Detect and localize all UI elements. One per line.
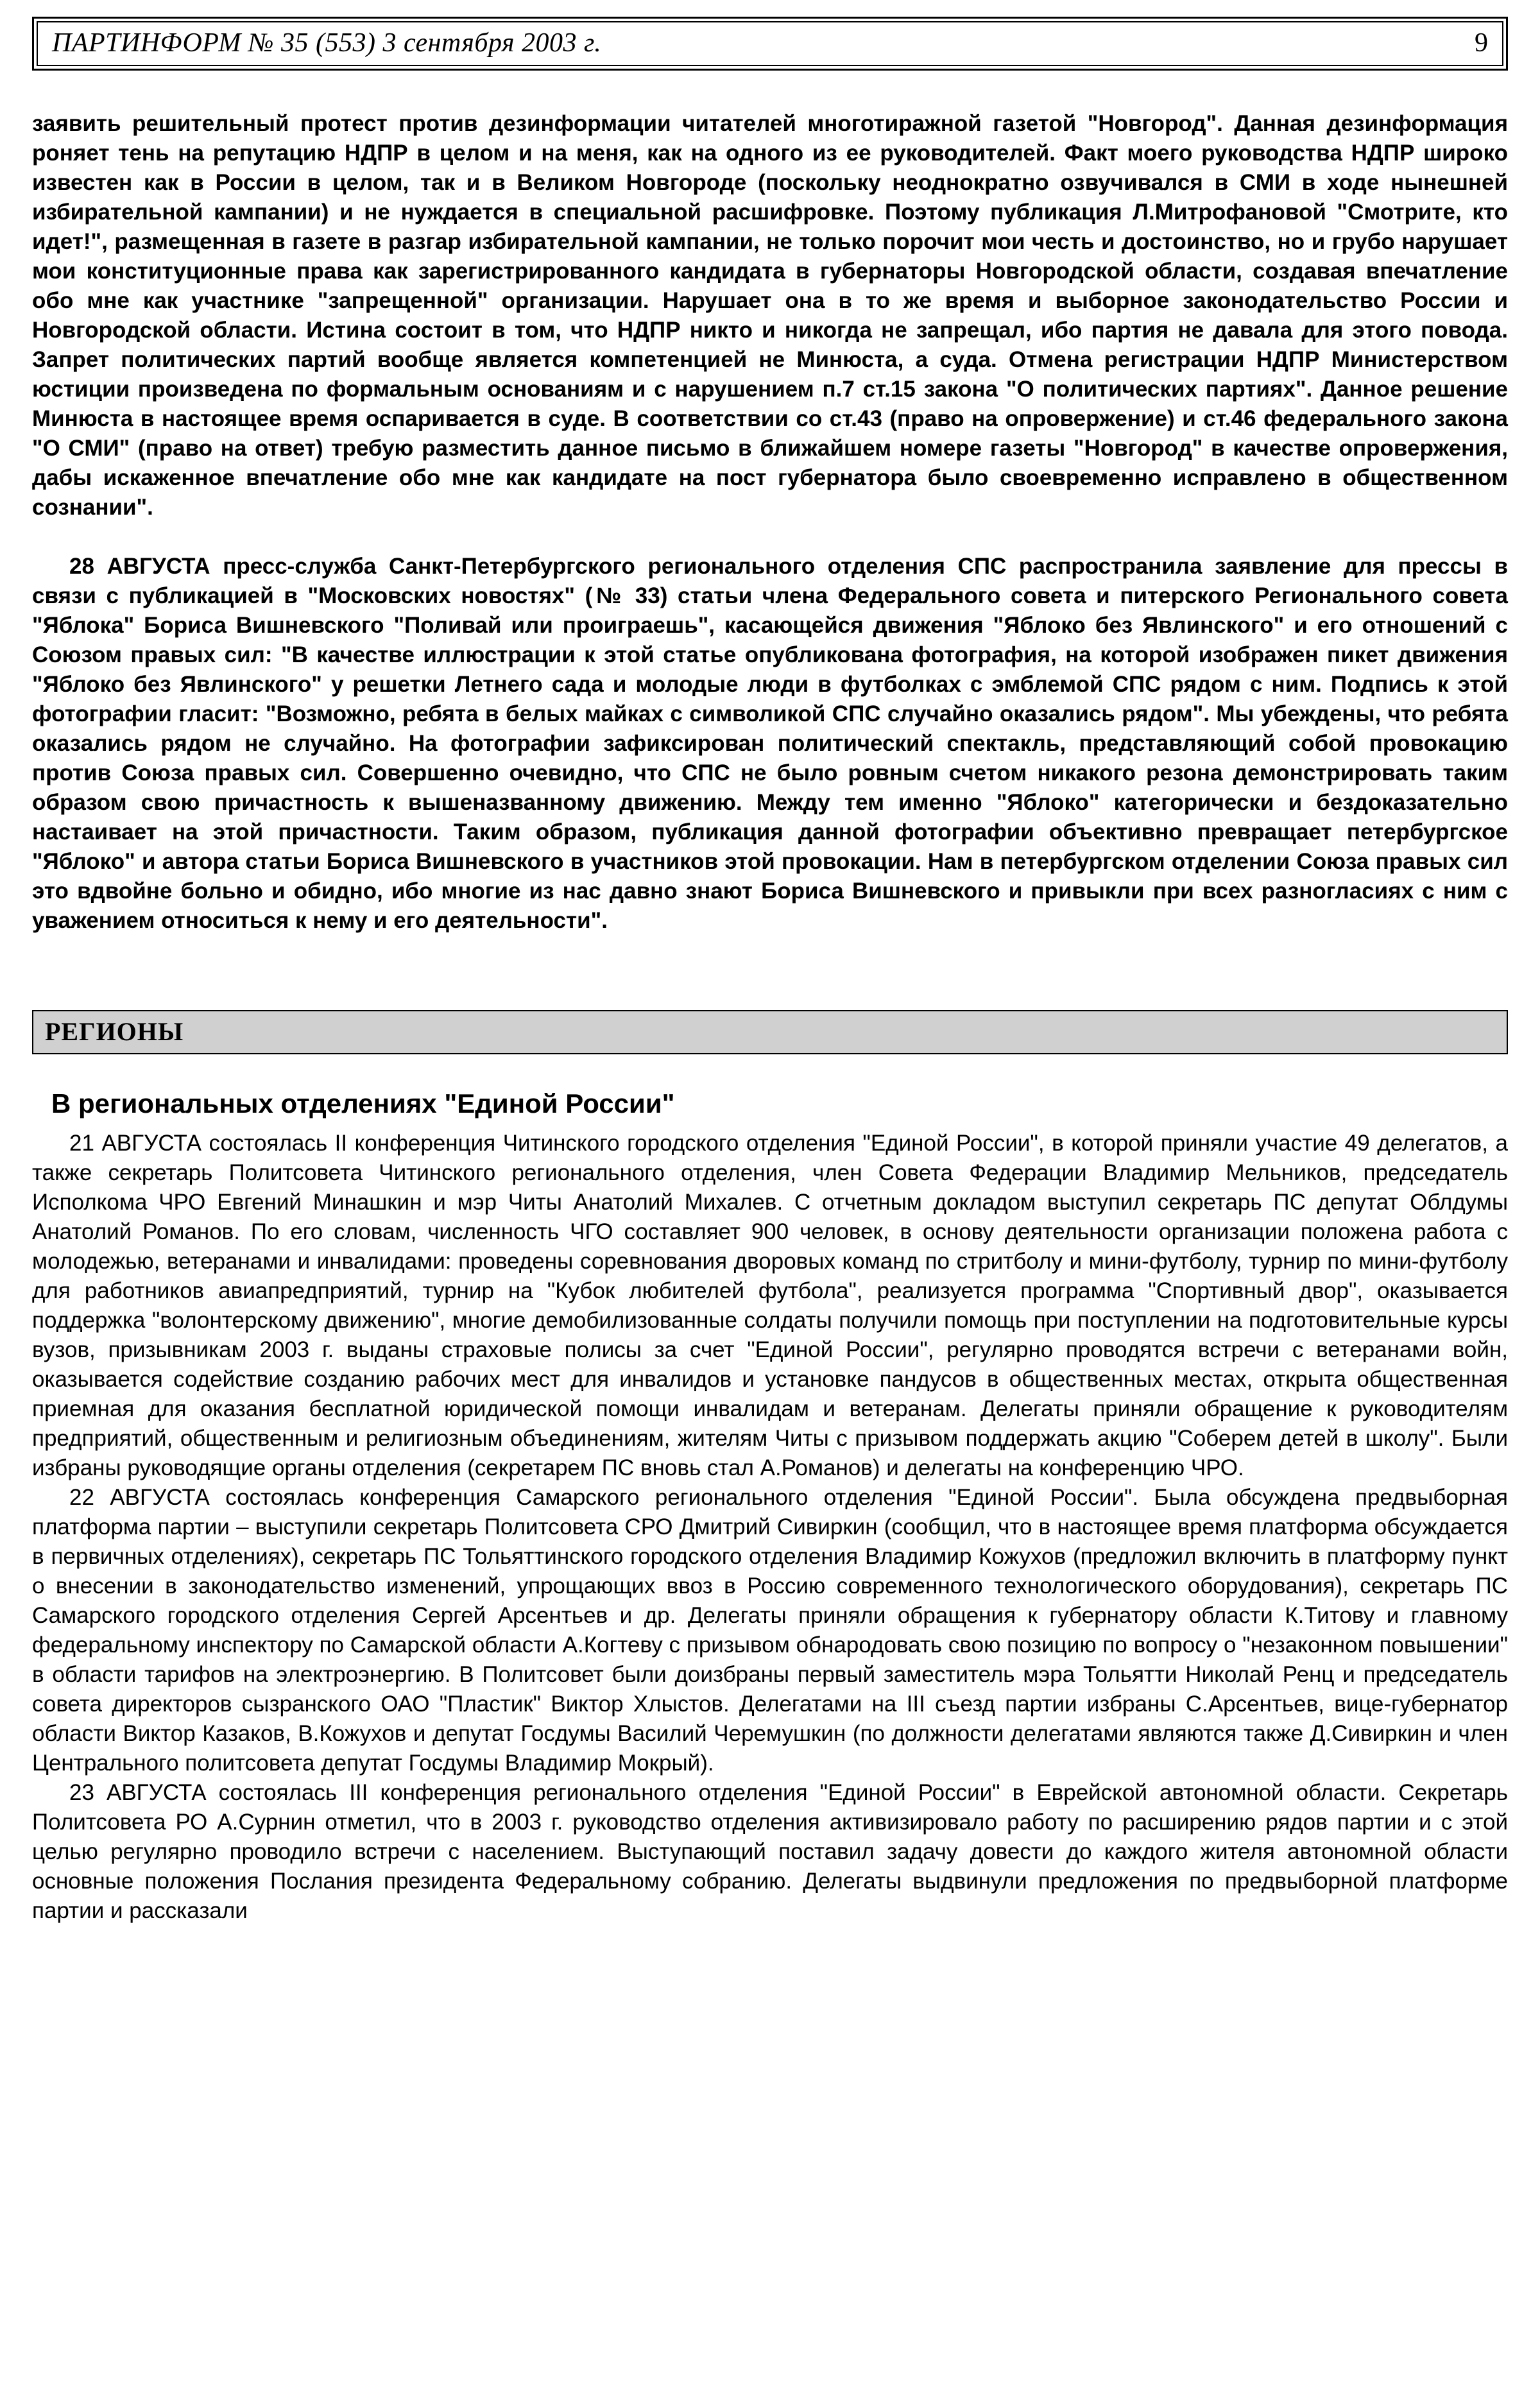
paragraph-samara-conference: 22 АВГУСТА состоялась конференция Самарского регионального отделения "Единой России". Была обсуждена предвыборная платформа партии – выступили секретарь Политсовета СРО Дмитрий Сивиркин (сообщил, что в настоящее время платформа обсуждается в первичных отделениях), секретарь ПС Тольяттинского городского отделения Владимир Кожухов (предложил включить в платформу пункт о внесении в законодательство изменений, упрощающих ввоз в Россию современного технологического оборудования), секретарь ПС Самарского городского отделения Сергей Арсентьев и др. Делегаты приняли обращения к губернатору области К.Титову и главному федеральному инспектору по Самарской области А.Когтеву с призывом обнародовать свою позицию по вопросу о "незаконном повышении" в области тарифов на электроэнергию. В Политсовет были доизбраны первый заместитель мэра Тольятти Николай Ренц и председатель совета директоров сызранского ОАО "Пластик" Виктор Хлыстов. Делегатами на III съезд партии избраны С.Арсентьев, вице-губернатор области Виктор Казаков, В.Кожухов и депутат Госдумы Василий Черемушкин (по должности делегатами являются также Д.Сивиркин и член Центрального политсовета депутат Госдумы Владимир Мокрый). (32, 1485, 1508, 1776)
paragraph-jewish-ao-conference: 23 АВГУСТА состоялась III конференция регионального отделения "Единой России" в Еврейской автономной области. Секретарь Политсовета РО А.Сурнин отметил, что в 2003 г. руководство отделения активизировало работу по расширению рядов партии и с этой целью регулярно проводило встречи с населением. Выступающий поставил задачу довести до каждого жителя автономной области основные положения Послания президента Федеральному собранию. Делегаты выдвинули предложения по предвыборной платформе партии и рассказали (32, 1780, 1508, 1923)
page-body (32, 109, 1508, 1926)
page-number: 9 (1475, 28, 1488, 58)
subsection-title-united-russia: В региональных отделениях "Единой России" (51, 1088, 675, 1118)
section-banner-regions (32, 1010, 1508, 1054)
page-header (32, 17, 1508, 71)
subsection-body (32, 1129, 1508, 1926)
page-header-inner (37, 21, 1503, 66)
newsletter-title: ПАРТИНФОРМ № 35 (553) 3 сентября 2003 г. (52, 28, 602, 58)
paragraph-sps-statement: 28 АВГУСТА пресс-служба Санкт-Петербургского регионального отделения СПС распространила заявление для прессы в связи с публикацией в "Московских новостях" (№ 33) статьи члена Федерального совета и питерского Регионального совета "Яблока" Бориса Вишневского "Поливай или проиграешь", касающейся движения "Яблоко без Явлинского" и его отношений с Союзом правых сил: "В качестве иллюстрации к этой статье опубликована фотография, на которой изображен пикет движения "Яблоко без Явлинского" у решетки Летнего сада и молодые люди в футболках с эмблемой СПС рядом с ним. Подпись к этой фотографии гласит: "Возможно, ребята в белых майках с символикой СПС случайно оказались рядом". Мы убеждены, что ребята оказались рядом не случайно. На фотографии зафиксирован политический спектакль, представляющий собой провокацию против Союза правых сил. Совершенно очевидно, что СПС не было ровным счетом никакого резона демонстрировать таким образом свою причастность к вышеназванному движению. Между тем именно "Яблоко" категорически и бездоказательно настаивает на этой причастности. Таким образом, публикация данной фотографии объективно превращает петербургское "Яблоко" и автора статьи Бориса Вишневского в участников этой провокации. Нам в петербургском отделении Союза правых сил это вдвойне больно и обидно, ибо многие из нас давно знают Бориса Вишневского и привыкли при всех разногласиях с ним с уважением относиться к нему и его деятельности". (32, 554, 1508, 933)
section-title: РЕГИОНЫ (45, 1017, 184, 1046)
paragraph-ndpr-letter-continuation: заявить решительный протест против дезинформации читателей многотиражной газетой "Новгород". Данная дезинформация роняет тень на репутацию НДПР в целом и на меня, как на одного из ее руководителей. Факт моего руководства НДПР широко известен как в России в целом, так и в Великом Новгороде (поскольку неоднократно озвучивался в СМИ в ходе нынешней избирательной кампании) и не нуждается в специальной расшифровке. Поэтому публикация Л.Митрофановой "Смотрите, кто идет!", размещенная в газете в разгар избирательной кампании, не только порочит мои честь и достоинство, но и грубо нарушает мои конституционные права как зарегистрированного кандидата в губернаторы Новгородской области, создавая впечатление обо мне как участнике "запрещенной" организации. Нарушает она в то же время и выборное законодательство России и Новгородской области. Истина состоит в том, что НДПР никто и никогда не запрещал, ибо партия не давала для этого повода. Запрет политических партий вообще является компетенцией не Минюста, а суда. Отмена регистрации НДПР Министерством юстиции произведена по формальным основаниям и с нарушением п.7 ст.15 закона "О политических партиях". Данное решение Минюста в настоящее время оспаривается в суде. В соответствии со ст.43 (право на опровержение) и ст.46 федерального закона "О СМИ" (право на ответ) требую разместить данное письмо в ближайшем номере газеты "Новгород" в качестве опровержения, дабы искаженное впечатление обо мне как кандидате на пост губернатора было своевременно исправлено в общественном сознании". (32, 111, 1508, 520)
paragraph-chita-conference: 21 АВГУСТА состоялась II конференция Читинского городского отделения "Единой России", в которой приняли участие 49 делегатов, а также секретарь Политсовета Читинского регионального отделения, член Совета Федерации Владимир Мельников, председатель Исполкома ЧРО Евгений Минашкин и мэр Читы Анатолий Михалев. С отчетным докладом выступил секретарь ПС депутат Облдумы Анатолий Романов. По его словам, численность ЧГО составляет 900 человек, в основу деятельности организации положена работа с молодежью, ветеранами и инвалидами: проведены соревнования дворовых команд по стритболу и мини-футболу, турнир по мини-футболу для работников авиапредприятий, турнир на "Кубок любителей футбола", реализуется программа "Спортивный двор", оказывается поддержка "волонтерскому движению", многие демобилизованные солдаты получили помощь при поступлении на подготовительные курсы вузов, призывникам 2003 г. выданы страховые полисы за счет "Единой России", регулярно проводятся встречи с ветеранами войн, оказывается содействие созданию рабочих мест для инвалидов и установке пандусов в общественных местах, открыта общественная приемная для оказания бесплатной юридической помощи инвалидам и ветеранам. Делегаты приняли обращение к руководителям предприятий, общественным и религиозным объединениям, жителям Читы с призывом поддержать акцию "Соберем детей в школу". Были избраны руководящие органы отделения (секретарем ПС вновь стал А.Романов) и делегаты на конференцию ЧРО. (32, 1131, 1508, 1480)
